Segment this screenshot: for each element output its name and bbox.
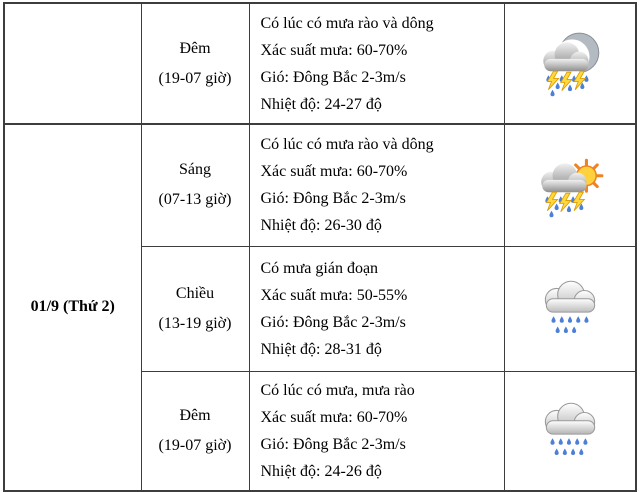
period-hours: (19-07 giờ) bbox=[158, 436, 232, 454]
forecast-table bbox=[3, 2, 637, 492]
temperature-text: Nhiệt độ: 24-27 độ bbox=[260, 95, 382, 113]
details-cell bbox=[249, 246, 504, 371]
details-cell bbox=[249, 3, 504, 124]
temperature-text: Nhiệt độ: 28-31 độ bbox=[260, 340, 382, 358]
rain-probability-text: Xác suất mưa: 60-70% bbox=[260, 41, 408, 59]
period-hours: (19-07 giờ) bbox=[158, 69, 232, 87]
icon-cell bbox=[504, 371, 636, 491]
period-cell bbox=[141, 371, 249, 491]
lightning-bolts bbox=[547, 71, 585, 91]
temperature-text: Nhiệt độ: 24-26 độ bbox=[260, 462, 382, 480]
rain-drops bbox=[551, 316, 588, 333]
cloud bbox=[545, 403, 594, 434]
rain-drops bbox=[550, 438, 587, 455]
forecast-text: Có lúc có mưa rào và dông bbox=[260, 136, 434, 154]
icon-cell bbox=[504, 3, 636, 124]
date-label: 01/9 (Thứ 2) bbox=[30, 298, 115, 316]
period-cell bbox=[141, 3, 249, 124]
forecast-text: Có lúc có mưa, mưa rào bbox=[260, 381, 415, 399]
icon-cell bbox=[504, 124, 636, 246]
wind-text: Gió: Đông Bắc 2-3m/s bbox=[260, 190, 406, 208]
date-cell-empty bbox=[4, 3, 141, 124]
period-label: Sáng bbox=[179, 161, 211, 179]
period-label: Đêm bbox=[179, 39, 211, 57]
icon-cell bbox=[504, 246, 636, 371]
forecast-text: Có lúc có mưa rào và dông bbox=[260, 14, 434, 32]
table-row bbox=[4, 3, 636, 124]
period-cell bbox=[141, 124, 249, 246]
period-cell bbox=[141, 246, 249, 371]
temperature-text: Nhiệt độ: 26-30 độ bbox=[260, 217, 382, 235]
rain-icon bbox=[533, 273, 607, 345]
period-label: Đêm bbox=[179, 406, 211, 424]
forecast-text: Có mưa gián đoạn bbox=[260, 259, 379, 277]
wind-text: Gió: Đông Bắc 2-3m/s bbox=[260, 313, 406, 331]
details-cell bbox=[249, 124, 504, 246]
thunderstorm-day-icon bbox=[533, 149, 607, 221]
thunderstorm-night-icon bbox=[533, 28, 607, 100]
rain-probability-text: Xác suất mưa: 60-70% bbox=[260, 408, 408, 426]
wind-text: Gió: Đông Bắc 2-3m/s bbox=[260, 435, 406, 453]
period-hours: (13-19 giờ) bbox=[158, 314, 232, 332]
period-hours: (07-13 giờ) bbox=[158, 191, 232, 209]
table-row bbox=[4, 124, 636, 246]
period-label: Chiều bbox=[175, 284, 215, 302]
rain-probability-text: Xác suất mưa: 60-70% bbox=[260, 163, 408, 181]
details-cell bbox=[249, 371, 504, 491]
cloud bbox=[545, 281, 594, 312]
date-cell bbox=[4, 124, 141, 491]
wind-text: Gió: Đông Bắc 2-3m/s bbox=[260, 68, 406, 86]
rain-icon bbox=[533, 395, 607, 467]
lightning-bolts bbox=[546, 192, 584, 212]
rain-probability-text: Xác suất mưa: 50-55% bbox=[260, 286, 408, 304]
forecast-table-wrap bbox=[3, 2, 637, 492]
